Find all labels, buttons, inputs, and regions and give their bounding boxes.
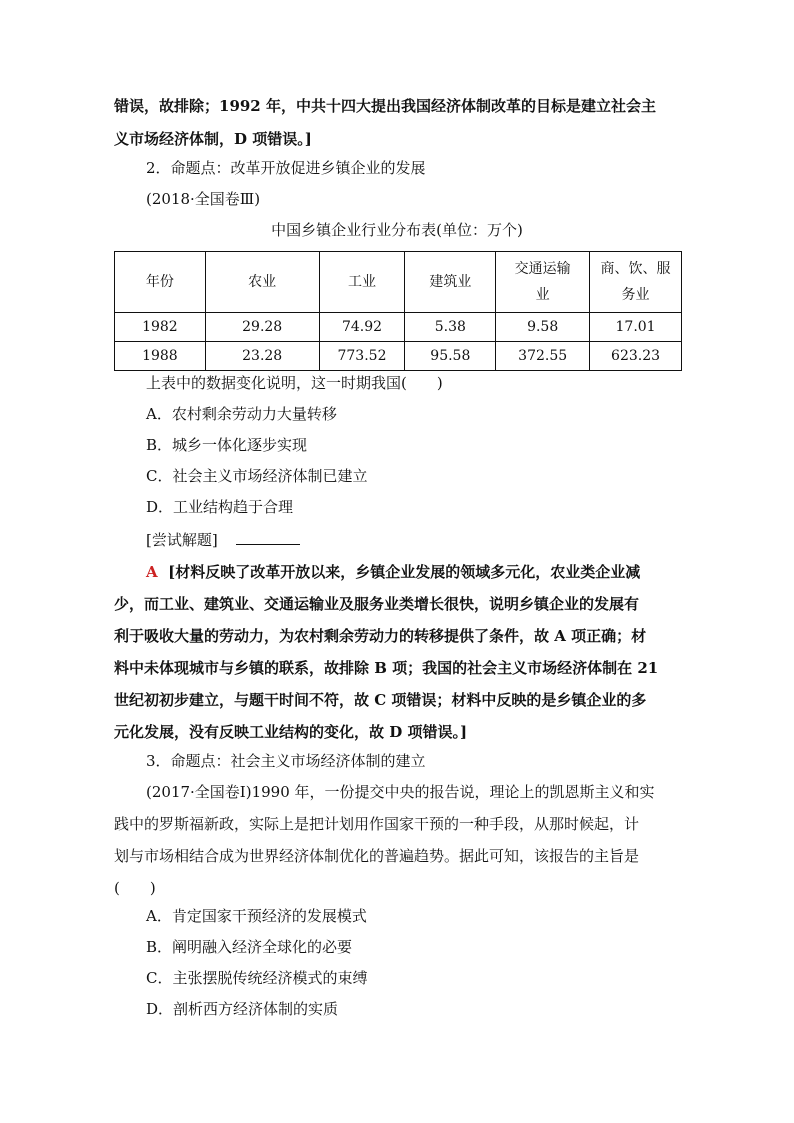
table-row (115, 342, 682, 371)
q3-option-b: B．阐明融入经济全球化的必要 (146, 938, 353, 956)
q2-option-a: A．农村剩余劳动力大量转移 (146, 405, 337, 423)
q2-explanation-line-1: A [材料反映了改革开放以来，乡镇企业发展的领域多元化，农业类企业减 (146, 563, 641, 581)
table-cell: 623.23 (590, 342, 682, 371)
try-solve-label: [尝试解题] (146, 531, 218, 549)
q2-option-d: D．工业结构趋于合理 (146, 498, 294, 516)
table-header-row (115, 252, 682, 313)
table-header-cell: 年份 (115, 252, 206, 313)
table-cell: 372.55 (496, 342, 590, 371)
q2-option-b: B．城乡一体化逐步实现 (146, 436, 308, 454)
q3-stem-line-2: 践中的罗斯福新政，实际上是把计划用作国家干预的一种手段，从那时候起，计 (114, 815, 640, 833)
q2-heading: 2．命题点：改革开放促进乡镇企业的发展 (146, 159, 426, 177)
intro-line-1: 错误，故排除；1992 年，中共十四大提出我国经济体制改革的目标是建立社会主 (114, 97, 656, 115)
q2-try-solve (146, 530, 300, 550)
q2-table-caption: 中国乡镇企业行业分布表(单位：万个) (271, 221, 523, 239)
q2-distribution-table (114, 251, 682, 371)
table-cell: 1982 (115, 313, 206, 342)
q2-option-c: C．社会主义市场经济体制已建立 (146, 467, 368, 485)
table-cell: 29.28 (205, 313, 319, 342)
table-cell: 9.58 (496, 313, 590, 342)
q2-explanation-line-6: 元化发展，没有反映工业结构的变化，故 D 项错误。] (114, 723, 468, 741)
table-header-cell: 工业 (319, 252, 405, 313)
q3-stem-line-3: 划与市场相结合成为世界经济体制优化的普遍趋势。据此可知，该报告的主旨是 (114, 847, 640, 865)
table-header-cell: 交通运输 业 (496, 252, 590, 313)
table-cell: 23.28 (205, 342, 319, 371)
q2-stem: 上表中的数据变化说明，这一时期我国( ) (146, 374, 443, 392)
table-cell: 1988 (115, 342, 206, 371)
q3-heading: 3．命题点：社会主义市场经济体制的建立 (146, 752, 426, 770)
q3-stem-line-1: (2017·全国卷Ⅰ)1990 年，一份提交中央的报告说，理论上的凯恩斯主义和实 (146, 783, 655, 801)
table-header-cell: 商、饮、服 务业 (590, 252, 682, 313)
table-cell: 17.01 (590, 313, 682, 342)
table-row (115, 313, 682, 342)
q2-explanation-line-5: 世纪初初步建立，与题干时间不符，故 C 项错误；材料中反映的是乡镇企业的多 (114, 691, 647, 709)
q3-stem-line-4: ( ) (114, 879, 156, 897)
answer-letter: A (146, 563, 158, 581)
table-cell: 773.52 (319, 342, 405, 371)
table-cell: 74.92 (319, 313, 405, 342)
q3-option-c: C．主张摆脱传统经济模式的束缚 (146, 969, 368, 987)
q2-explanation-line-2: 少，而工业、建筑业、交通运输业及服务业类增长很快，说明乡镇企业的发展有 (114, 595, 640, 613)
table-cell: 5.38 (405, 313, 496, 342)
q2-source: (2018·全国卷Ⅲ) (146, 190, 261, 208)
q3-option-d: D．剖析西方经济体制的实质 (146, 1000, 339, 1018)
q3-option-a: A．肯定国家干预经济的发展模式 (146, 907, 367, 925)
answer-blank[interactable] (236, 530, 300, 545)
intro-line-2: 义市场经济体制，D 项错误。] (114, 130, 312, 148)
table-header-cell: 建筑业 (405, 252, 496, 313)
q2-explanation-line-3: 利于吸收大量的劳动力，为农村剩余劳动力的转移提供了条件，故 A 项正确；材 (114, 627, 647, 645)
table-header-cell: 农业 (205, 252, 319, 313)
q2-explanation-line-4: 料中未体现城市与乡镇的联系，故排除 B 项；我国的社会主义市场经济体制在 21 (114, 659, 659, 677)
table-cell: 95.58 (405, 342, 496, 371)
